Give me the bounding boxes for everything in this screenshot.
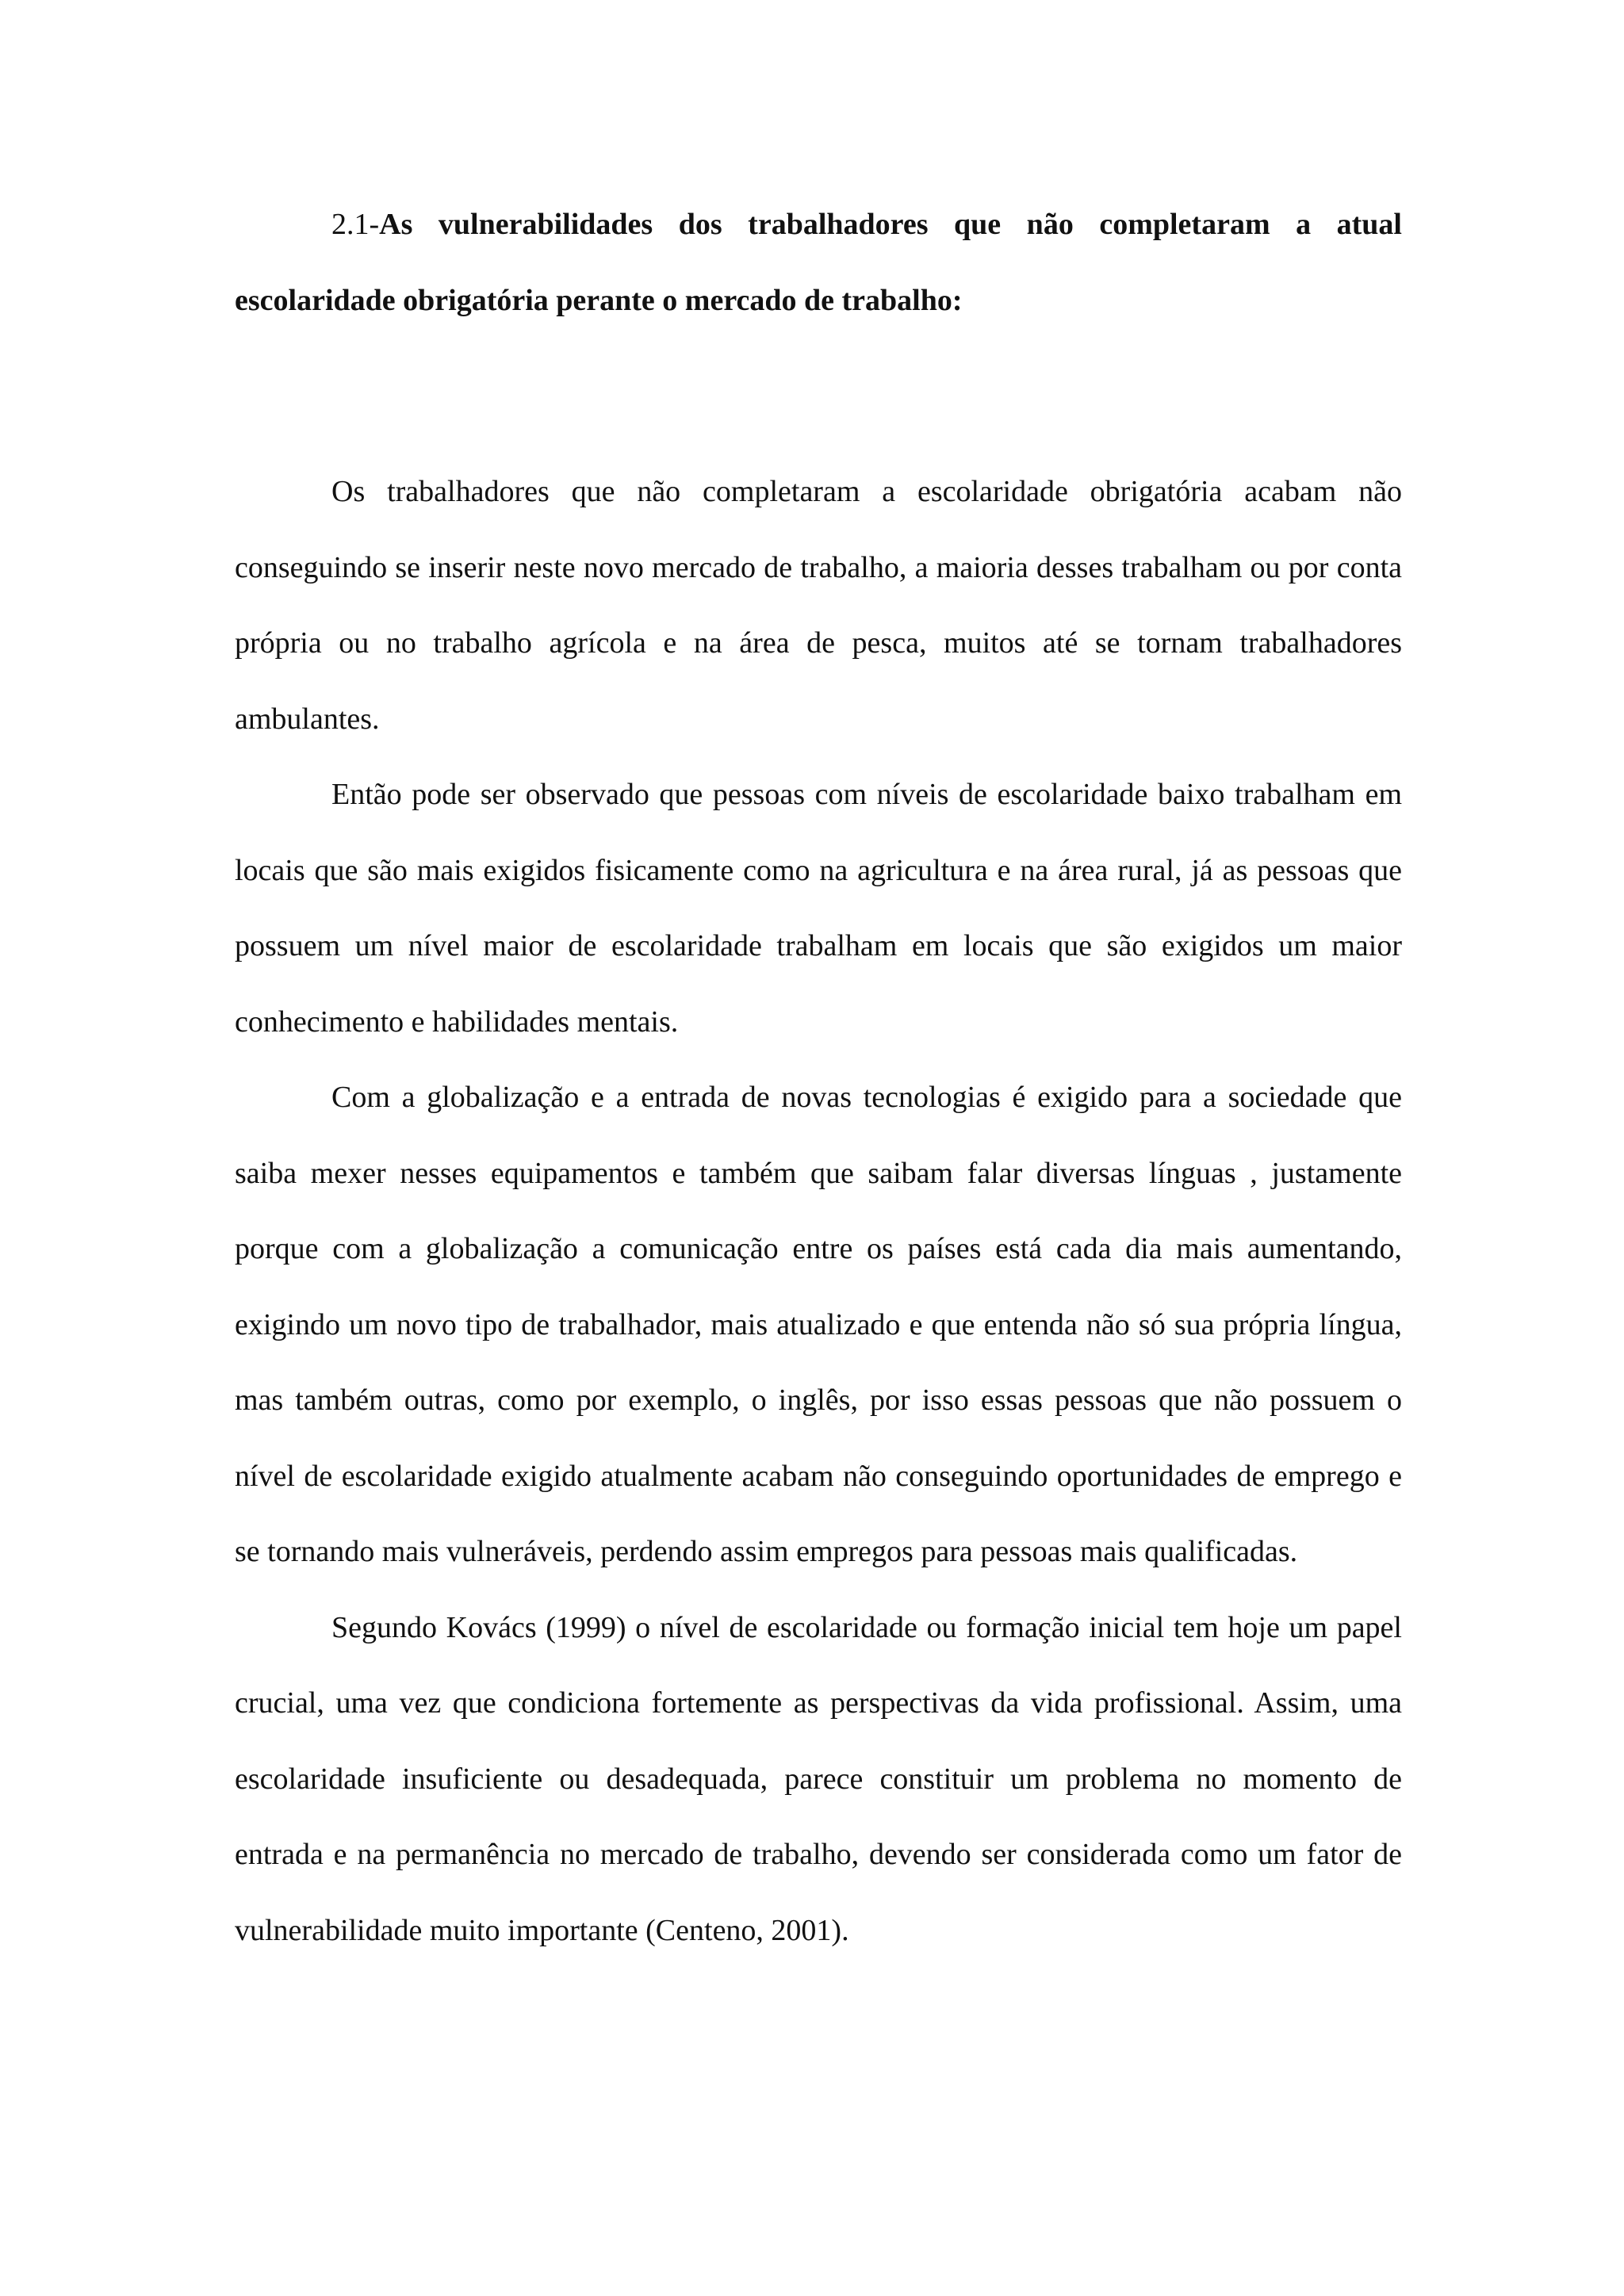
section-spacer bbox=[235, 339, 1402, 454]
paragraph-4: Segundo Kovács (1999) o nível de escolaridade ou formação inicial tem hoje um papel crucial, uma vez que condiciona fortemente as perspectivas da vida profissional. Assim, uma escolaridade insuficiente ou desadequada, parece constituir um problema no momento de entrada e na permanência no mercado de trabalho, devendo ser considerada como um fator de vulnerabilidade muito importante (Centeno, 2001). bbox=[235, 1610, 1402, 1947]
paragraph-3: Com a globalização e a entrada de novas tecnologias é exigido para a sociedade que saiba mexer nesses equipamentos e também que saibam falar diversas línguas , justamente porque com a globalização a comunicação entre os países está cada dia mais aumentando, exigindo um novo tipo de trabalhador, mais atualizado e que entenda não só sua própria língua, mas também outras, como por exemplo, o inglês, por isso essas pessoas que não possuem o nível de escolaridade exigido atualmente acabam não conseguindo oportunidades de emprego e se tornando mais vulneráveis, perdendo assim empregos para pessoas mais qualificadas. bbox=[235, 1081, 1402, 1568]
paragraph-1: Os trabalhadores que não completaram a escolaridade obrigatória acabam não conseguindo se inserir neste novo mercado de trabalho, a maioria desses trabalham ou por conta própria ou no trabalho agrícola e na área de pesca, muitos até se tornam trabalhadores ambulantes. bbox=[235, 475, 1402, 736]
document-page bbox=[235, 187, 1402, 1969]
section-number: 2.1- bbox=[331, 208, 380, 241]
section-title: As vulnerabilidades dos trabalhadores que não completaram a atual escolaridade obrigatória perante o mercado de trabalho: bbox=[235, 208, 1402, 317]
section-heading bbox=[235, 187, 1402, 339]
paragraph-2: Então pode ser observado que pessoas com níveis de escolaridade baixo trabalham em locais que são mais exigidos fisicamente como na agricultura e na área rural, já as pessoas que possuem um nível maior de escolaridade trabalham em locais que são exigidos um maior conhecimento e habilidades mentais. bbox=[235, 778, 1402, 1039]
